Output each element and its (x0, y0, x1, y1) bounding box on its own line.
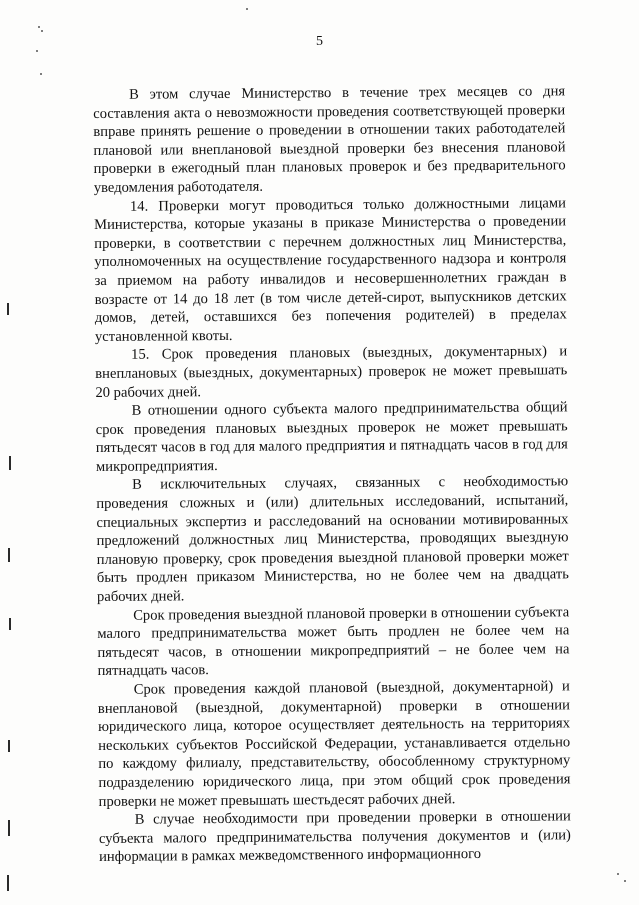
page-number: 5 (316, 34, 323, 49)
paragraph-interagency-info: В случае необходимости при проведении проверки в отношении субъекта малого предпринимательства получения документов и (или) информации в рамках межведомственного информационного (98, 808, 571, 866)
paragraph-15-duration: 15. Срок проведения плановых (выездных, документарных) и внеплановых (выездных, документарных) проверок не может превышать 20 рабочих дней. (95, 343, 568, 401)
scan-speck (40, 73, 42, 75)
scan-mark (9, 456, 11, 470)
paragraph-branches-duration: Срок проведения каждой плановой (выездной, документарной) и внеплановой (выездной, документарной) проверки в отношении юридического лица, которое осуществляет деятельность на территориях нескольких субъектов Российской Федерации, устанавливается отдельно по каждому филиалу, представительству, обособленному структурному подразделению юридического лица, при этом общий срок проведения проверки не может превышать шестьдесят рабочих дней. (97, 678, 571, 810)
scan-mark (8, 740, 10, 752)
scan-speck (624, 880, 626, 882)
scan-mark (8, 548, 10, 562)
scan-mark (8, 820, 10, 836)
paragraph-exceptional-extension: В исключительных случаях, связанных с необходимостью проведения сложных и (или) длительных исследований, испытаний, специальных экспертиз и расследований на основании мотивированных предложений должностных лиц Министерства, проводящих выездную плановую проверку, срок проведения выездной плановой проверки может быть продлен приказом Министерства, но не более чем на двадцать рабочих дней. (96, 473, 569, 606)
paragraph-small-business-hours: В отношении одного субъекта малого предпринимательства общий срок проведения плановых выездных проверок не может превышать пятьдесят часов в год для малого предприятия и пятнадцать часов в год для микропредприятия. (95, 399, 568, 475)
scan-speck (38, 26, 40, 28)
scan-mark (9, 618, 11, 630)
scan-mark (7, 875, 9, 891)
scan-speck (246, 8, 248, 10)
paragraph-ministry-decision: В этом случае Министерство в течение трех месяцев со дня составления акта о невозможности проведения соответствующей проверки вправе принять решение о проведении в отношении таких работодателей плановой или внеплановой выездной проверки без внесения плановой проверки в ежегодный план плановых проверок и без предварительного уведомления работодателя. (93, 83, 566, 196)
document-body (93, 82, 571, 867)
scan-speck (617, 873, 619, 875)
scan-speck (41, 30, 43, 32)
scan-mark (7, 303, 9, 315)
paragraph-14-inspectors: 14. Проверки могут проводиться только должностными лицами Министерства, которые указаны в приказе Министерства о проведении проверки, в соответствии с перечнем должностных лиц Министерства, уполномоченных на осуществление государственного надзора и контроля за приемом на работу инвалидов и несовершеннолетних граждан в возрасте от 14 до 18 лет (в том числе детей-сирот, выпускников детских домов, детей, оставшихся без попечения родителей) в пределах установленной квоты. (94, 194, 567, 345)
scan-speck (36, 50, 38, 52)
paragraph-small-business-extension: Срок проведения выездной плановой проверки в отношении субъекта малого предпринимательства может быть продлен не более чем на пятьдесят часов, в отношении микропредприятий – не более чем на пятнадцать часов. (97, 603, 570, 680)
